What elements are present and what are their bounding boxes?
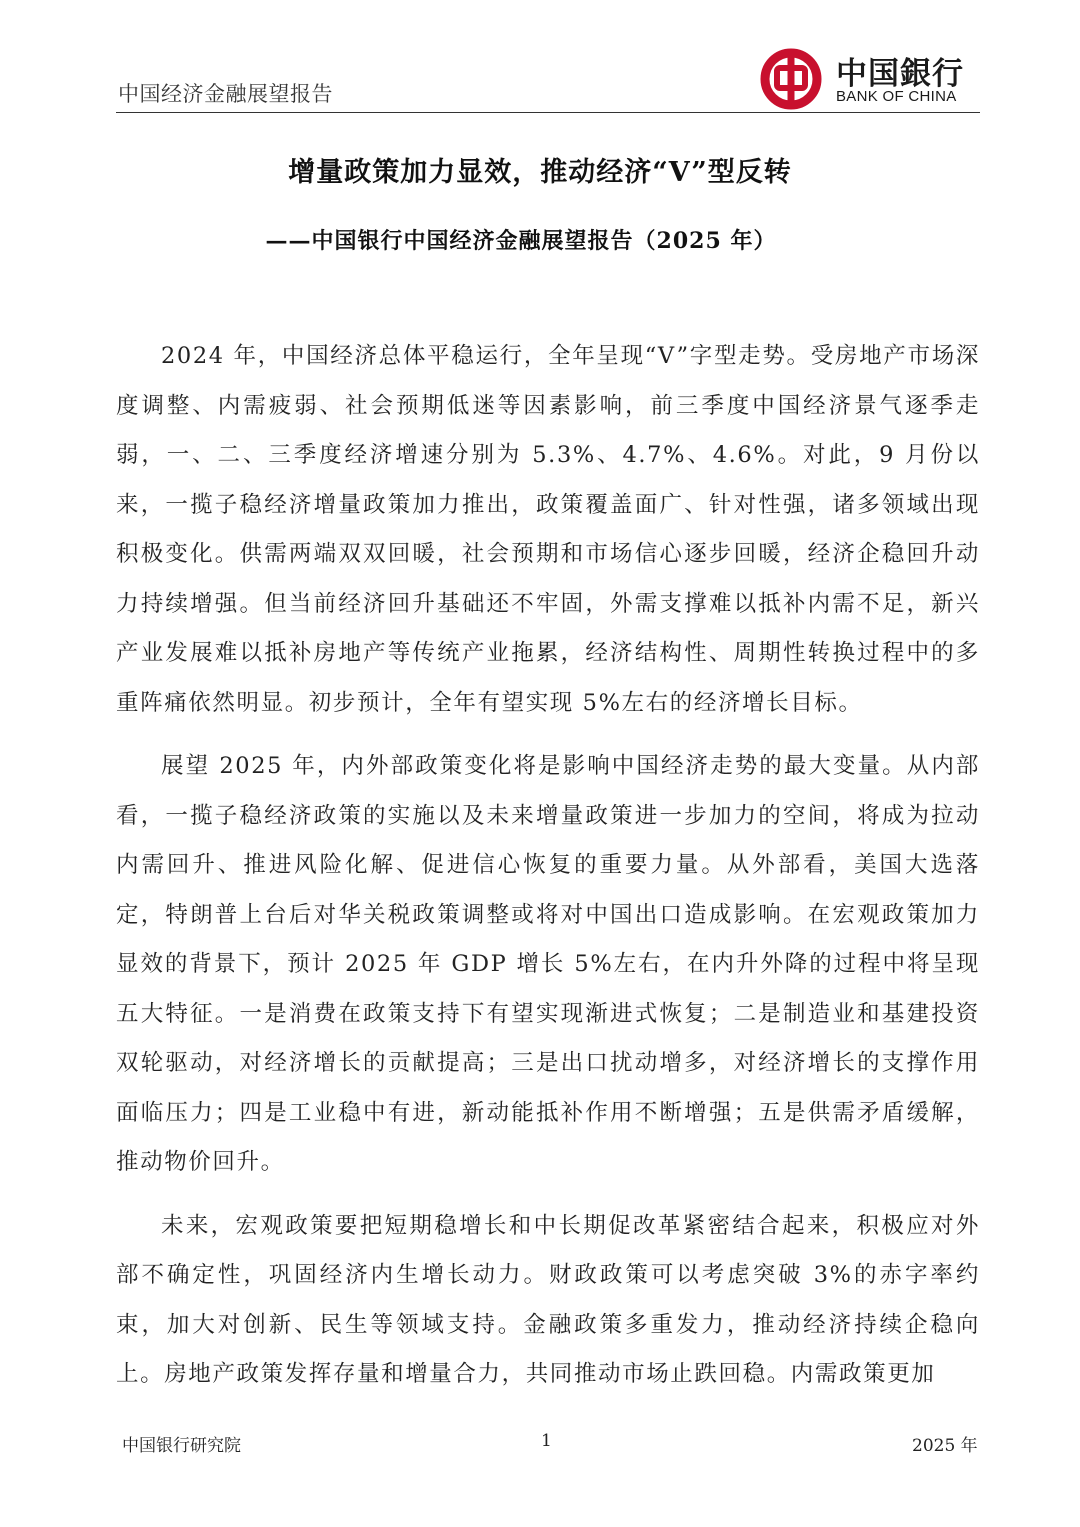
bank-of-china-emblem-icon bbox=[760, 48, 822, 110]
document-body bbox=[116, 332, 980, 1414]
header-divider bbox=[116, 112, 980, 113]
logo-english-name: BANK OF CHINA bbox=[836, 88, 957, 105]
body-paragraph: 未来，宏观政策要把短期稳增长和中长期促改革紧密结合起来，积极应对外部不确定性，巩固经济内生增长动力。财政政策可以考虑突破 3%的赤字率约束，加大对创新、民生等领域支持。金融政策多重发力，推动经济持续企稳向上。房地产政策发挥存量和增量合力，共同推动市场止跌回稳。内需政策更加 bbox=[116, 1212, 980, 1387]
logo-chinese-name: 中国銀行 bbox=[836, 56, 964, 92]
footer-institution: 中国银行研究院 bbox=[122, 1436, 241, 1456]
page-number: 1 bbox=[541, 1431, 552, 1451]
body-paragraph: 2024 年，中国经济总体平稳运行，全年呈现“V”字型走势。受房地产市场深度调整、内需疲弱、社会预期低迷等因素影响，前三季度中国经济景气逐季走弱，一、二、三季度经济增速分别为 5.3%、4.7%、4.6%。对此，9 月份以来，一揽子稳经济增量政策加力推出，政策覆盖面广、针对性强，诸多领域出现积极变化。供需两端双双回暖，社会预期和市场信心逐步回暖，经济企稳回升动力持续增强。但当前经济回升基础还不牢固，外需支撑难以抵补内需不足，新兴产业发展难以抵补房地产等传统产业拖累，经济结构性、周期性转换过程中的多重阵痛依然明显。初步预计，全年有望实现 5%左右的经济增长目标。 bbox=[116, 343, 980, 716]
document-subtitle: ——中国银行中国经济金融展望报告（2025 年） bbox=[265, 228, 777, 254]
bank-of-china-logo bbox=[760, 48, 980, 110]
footer-year: 2025 年 bbox=[912, 1436, 978, 1456]
document-title: 增量政策加力显效，推动经济“V”型反转 bbox=[288, 157, 792, 188]
report-series-title: 中国经济金融展望报告 bbox=[118, 82, 333, 106]
body-paragraph: 展望 2025 年，内外部政策变化将是影响中国经济走势的最大变量。从内部看，一揽子稳经济政策的实施以及未来增量政策进一步加力的空间，将成为拉动内需回升、推进风险化解、促进信心恢复的重要力量。从外部看，美国大选落定，特朗普上台后对华关税政策调整或将对中国出口造成影响。在宏观政策加力显效的背景下，预计 2025 年 GDP 增长 5%左右，在内升外降的过程中将呈现五大特征。一是消费在政策支持下有望实现渐进式恢复；二是制造业和基建投资双轮驱动，对经济增长的贡献提高；三是出口扰动增多，对经济增长的支撑作用面临压力；四是工业稳中有进，新动能抵补作用不断增强；五是供需矛盾缓解，推动物价回升。 bbox=[116, 753, 980, 1175]
